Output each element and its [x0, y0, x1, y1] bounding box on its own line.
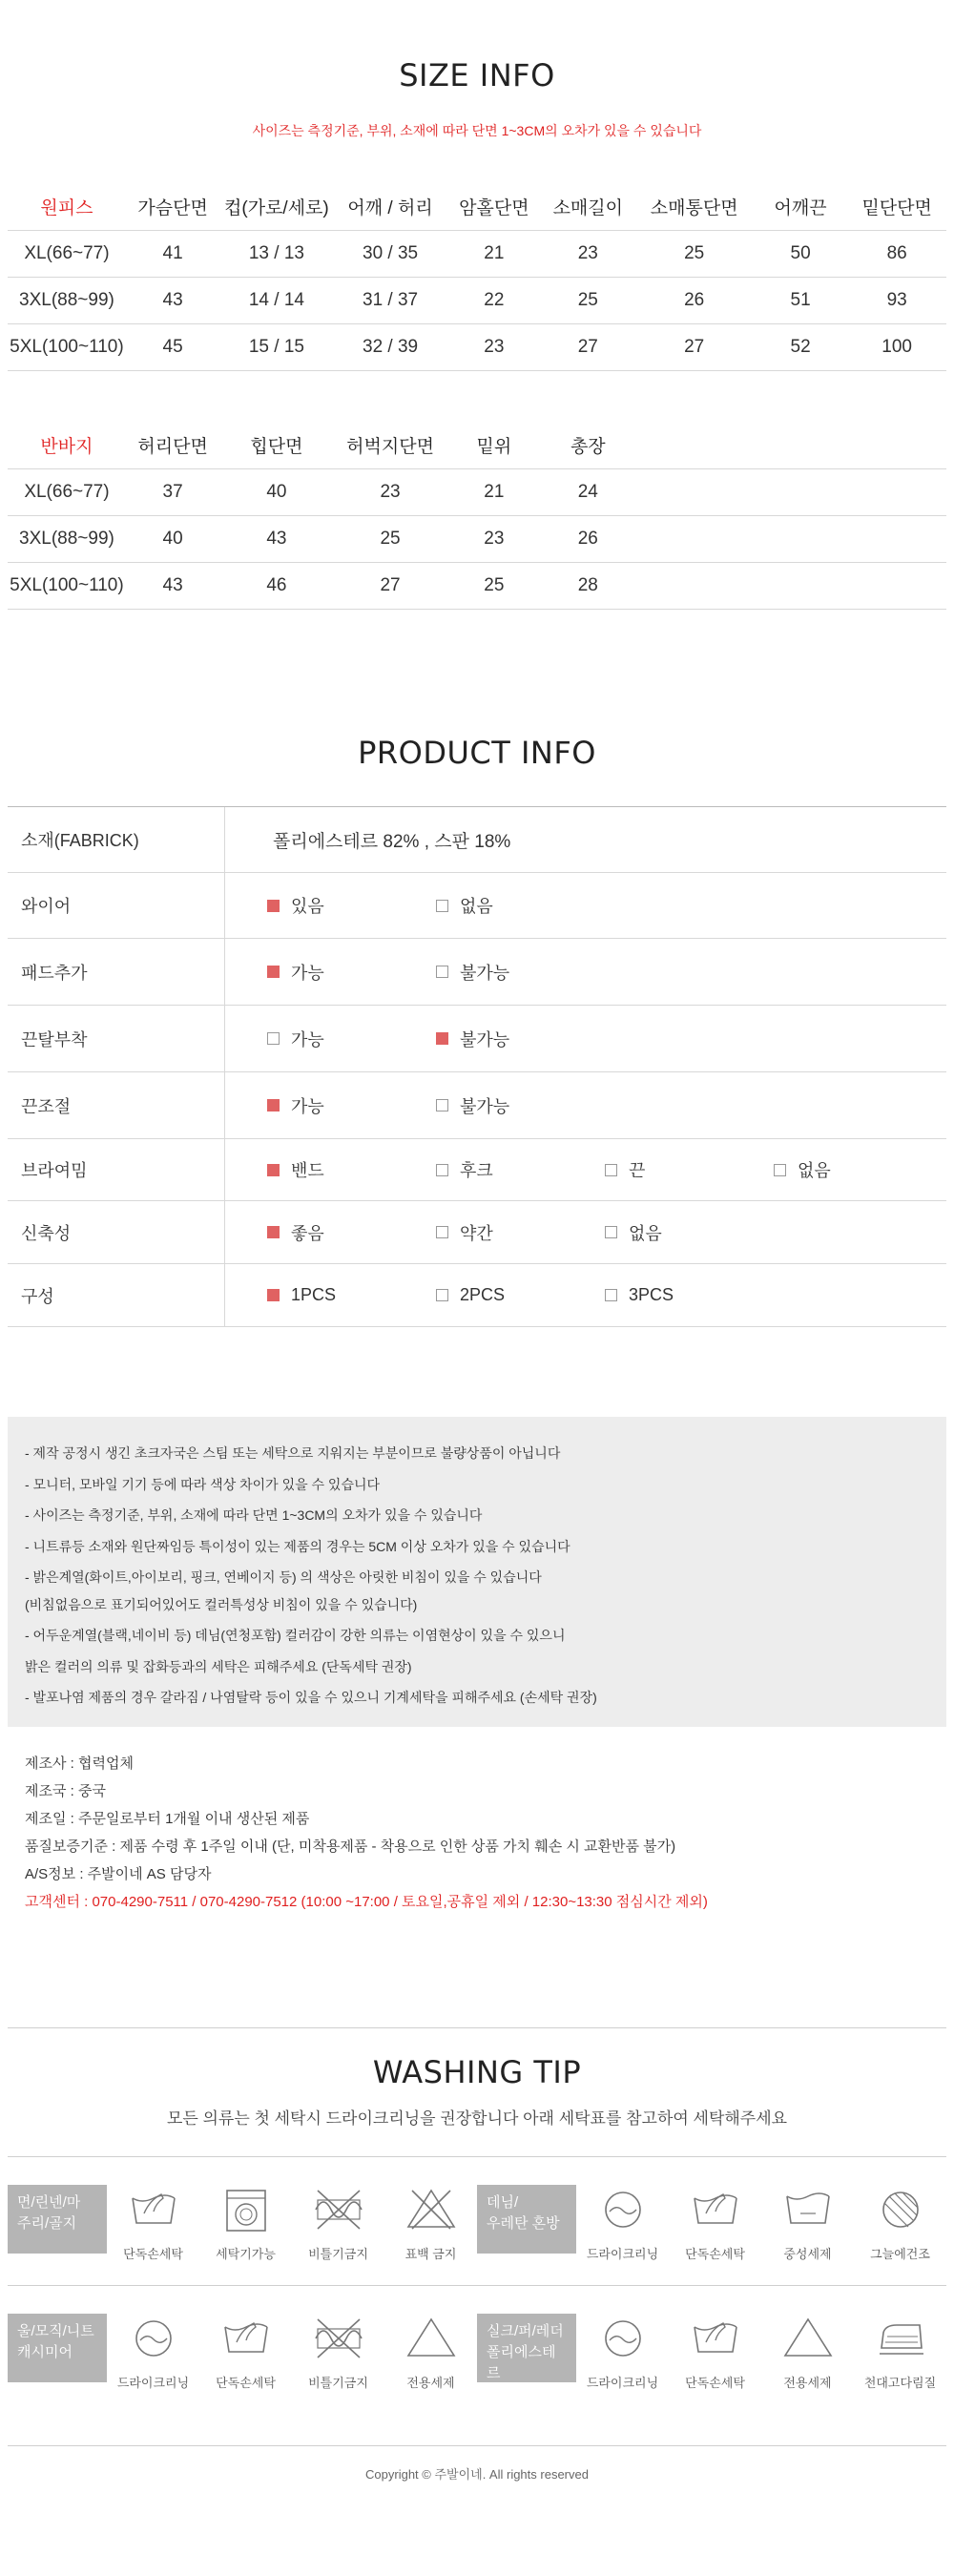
- option-label: 가능: [291, 1029, 324, 1049]
- notice-line: - 모니터, 모바일 기기 등에 따라 색상 차이가 있을 수 있습니다: [25, 1476, 381, 1492]
- size-label: 3XL(88~99): [8, 277, 126, 323]
- company-info-line: 제조사 : 협력업체: [25, 1755, 134, 1772]
- notice-line: - 제작 공정시 생긴 초크자국은 스팀 또는 세탁으로 지워지는 부분이므로 불량상품이 아닙니다: [25, 1445, 561, 1461]
- washing-tip-title: WASHING TIP: [372, 2054, 582, 2090]
- notice-line: 밝은 컬러의 의류 및 잡화등과의 세탁은 피해주세요 (단독세탁 권장): [25, 1658, 412, 1674]
- size-value: 52: [754, 323, 847, 370]
- size-value: 22: [447, 277, 541, 323]
- checked-box-icon: [267, 1164, 280, 1176]
- company-info-line: 품질보증기준 : 제품 수령 후 1주일 이내 (단, 미착용제품 - 착용으로 인한 상품 가치 훼손 시 교환반품 불가): [25, 1839, 676, 1855]
- washing-machine-icon: [218, 2185, 275, 2234]
- size-value: 25: [333, 515, 446, 562]
- option-item: [436, 1220, 605, 1245]
- size-value: 30 / 35: [333, 230, 446, 277]
- size-value: [635, 468, 754, 515]
- option-item: [436, 1093, 605, 1118]
- onepiece-category-header: 원피스: [8, 184, 126, 230]
- table-row: [8, 562, 946, 609]
- size-value: 40: [126, 515, 219, 562]
- size-value: 25: [541, 277, 634, 323]
- product-info-row: [8, 873, 946, 939]
- onepiece-column-header: 컵(가로/세로): [219, 184, 333, 230]
- unchecked-box-icon: [605, 1289, 617, 1301]
- washing-label: 중성세제: [783, 2247, 832, 2261]
- option-item: [436, 960, 605, 985]
- unchecked-box-icon: [436, 1164, 448, 1176]
- size-value: 28: [541, 562, 634, 609]
- size-value: 46: [219, 562, 333, 609]
- size-value: 24: [541, 468, 634, 515]
- company-info-line: 제조국 : 중국: [25, 1783, 106, 1799]
- washing-item: [292, 2314, 384, 2391]
- size-value: 32 / 39: [333, 323, 446, 370]
- dryclean-icon: [125, 2314, 182, 2363]
- company-info: [25, 1750, 708, 1916]
- option-item: [267, 1285, 436, 1305]
- option-label: 1PCS: [291, 1285, 337, 1304]
- washing-label: 드라이크리닝: [586, 2376, 659, 2390]
- onepiece-size-table: [8, 184, 946, 371]
- fabric-text: 폴리에스테르 82% , 스판 18%: [273, 831, 511, 852]
- washing-icon-group: [576, 2314, 946, 2391]
- product-info-label: 소재(FABRICK): [8, 807, 225, 872]
- product-info-row: [8, 1006, 946, 1072]
- unchecked-box-icon: [605, 1164, 617, 1176]
- size-value: 31 / 37: [333, 277, 446, 323]
- product-info-table: [8, 806, 946, 1327]
- size-value: [635, 515, 754, 562]
- option-item: [267, 1027, 436, 1051]
- dryclean-icon: [594, 2185, 652, 2234]
- washing-label: 단독손세탁: [216, 2376, 276, 2390]
- option-label: 밴드: [291, 1161, 324, 1180]
- size-value: 27: [541, 323, 634, 370]
- dryclean-icon: [594, 2314, 652, 2363]
- product-info-values: [225, 827, 946, 853]
- product-info-row: [8, 1201, 946, 1264]
- product-info-values: [225, 1157, 946, 1182]
- size-label: XL(66~77): [8, 230, 126, 277]
- size-label: 5XL(100~110): [8, 562, 126, 609]
- washing-label: 그늘에건조: [870, 2247, 930, 2261]
- option-item: [436, 1027, 605, 1051]
- shorts-category-header: 반바지: [8, 423, 126, 468]
- washing-item: [854, 2314, 946, 2391]
- size-value: 43: [219, 515, 333, 562]
- size-value: 27: [333, 562, 446, 609]
- size-value: 43: [126, 277, 219, 323]
- washing-label: 천대고다림질: [863, 2376, 937, 2390]
- size-info-title: SIZE INFO: [399, 57, 555, 93]
- washing-row: [8, 2314, 946, 2391]
- option-item: [267, 1093, 436, 1118]
- size-value: 41: [126, 230, 219, 277]
- size-value: [635, 562, 754, 609]
- shorts-column-header: 밑위: [447, 423, 541, 468]
- washing-icon-group: [107, 2185, 477, 2262]
- option-label: 없음: [460, 897, 493, 916]
- option-label: 후크: [460, 1161, 493, 1180]
- onepiece-column-header: 가슴단면: [126, 184, 219, 230]
- checked-box-icon: [267, 1289, 280, 1301]
- size-value: 40: [219, 468, 333, 515]
- iron-cloth-icon: [872, 2314, 929, 2363]
- product-info-row: [8, 1139, 946, 1201]
- washing-label: 단독손세탁: [685, 2247, 745, 2261]
- table-row: [8, 515, 946, 562]
- size-value: [847, 562, 946, 609]
- size-value: 15 / 15: [219, 323, 333, 370]
- company-info-line: 제조일 : 주문일로부터 1개월 이내 생산된 제품: [25, 1811, 310, 1827]
- product-info-label: 패드추가: [8, 939, 225, 1005]
- option-label: 좋음: [291, 1223, 324, 1243]
- fabric-category-badge: 데님/ 우레탄 혼방: [477, 2185, 576, 2254]
- washing-item: [854, 2185, 946, 2262]
- shorts-column-header: 허리단면: [126, 423, 219, 468]
- washing-item: [576, 2185, 669, 2262]
- table-row: [8, 323, 946, 370]
- option-item: [605, 1157, 774, 1182]
- unchecked-box-icon: [436, 1289, 448, 1301]
- product-info-label: 끈조절: [8, 1072, 225, 1138]
- size-label: XL(66~77): [8, 468, 126, 515]
- washing-item: [669, 2185, 761, 2262]
- notice-box: [8, 1417, 946, 1727]
- fabric-category-badge: 울/모직/니트 캐시미어: [8, 2314, 107, 2382]
- option-label: 있음: [291, 897, 324, 916]
- size-note: 사이즈는 측정기준, 부위, 소재에 따라 단면 1~3CM의 오차가 있을 수 있습니다: [252, 123, 702, 138]
- washing-item: [384, 2314, 477, 2391]
- size-value: 26: [635, 277, 754, 323]
- unchecked-box-icon: [605, 1226, 617, 1238]
- product-info-row: [8, 807, 946, 873]
- washing-item: [761, 2314, 854, 2391]
- washing-item: [107, 2185, 199, 2262]
- size-value: 51: [754, 277, 847, 323]
- product-info-label: 끈탈부착: [8, 1006, 225, 1071]
- size-value: 37: [126, 468, 219, 515]
- shorts-column-header: [847, 423, 946, 468]
- washing-item: [199, 2314, 292, 2391]
- product-info-label: 구성: [8, 1264, 225, 1326]
- onepiece-column-header: 어깨 / 허리: [333, 184, 446, 230]
- notice-line: - 니트류등 소재와 원단짜임등 특이성이 있는 제품의 경우는 5CM 이상 오차가 있을 수 있습니다: [25, 1538, 570, 1554]
- special-detergent-icon: [403, 2314, 460, 2363]
- size-value: 26: [541, 515, 634, 562]
- washing-icon-group: [107, 2314, 477, 2391]
- special-detergent-icon: [779, 2314, 837, 2363]
- product-info-label: 와이어: [8, 873, 225, 938]
- neutral-detergent-icon: [779, 2185, 837, 2234]
- washing-label: 표백 금지: [404, 2247, 457, 2261]
- divider: [8, 2445, 946, 2446]
- notice-line: - 어두운계열(블랙,네이비 등) 데님(연청포함) 컬러감이 강한 의류는 이염현상이 있을 수 있으니: [25, 1628, 566, 1643]
- divider: [8, 2285, 946, 2286]
- option-label: 가능: [291, 1096, 324, 1116]
- size-value: 100: [847, 323, 946, 370]
- onepiece-column-header: 밑단단면: [847, 184, 946, 230]
- size-value: [754, 562, 847, 609]
- size-value: 23: [447, 515, 541, 562]
- unchecked-box-icon: [267, 1032, 280, 1045]
- notice-line: - 발포나염 제품의 경우 갈라짐 / 나염탈락 등이 있을 수 있으니 기계세탁을 피해주세요 (손세탁 권장): [25, 1690, 597, 1705]
- onepiece-column-header: 어깨끈: [754, 184, 847, 230]
- size-value: 23: [541, 230, 634, 277]
- washing-label: 비틀기금지: [308, 2376, 368, 2390]
- washing-label: 전용세제: [783, 2376, 832, 2390]
- washing-label: 세탁기가능: [216, 2247, 276, 2261]
- handwash-icon: [687, 2314, 744, 2363]
- no-bleach-icon: [403, 2185, 460, 2234]
- shade-dry-icon: [872, 2185, 929, 2234]
- no-wring-icon: [310, 2185, 367, 2234]
- size-value: 25: [635, 230, 754, 277]
- size-label: 5XL(100~110): [8, 323, 126, 370]
- handwash-icon: [125, 2185, 182, 2234]
- option-label: 3PCS: [629, 1285, 674, 1304]
- option-label: 가능: [291, 963, 324, 983]
- option-item: [605, 1220, 774, 1245]
- product-info-row: [8, 1264, 946, 1327]
- option-label: 불가능: [460, 963, 510, 983]
- copyright: Copyright © 주발이네. All rights reserved: [365, 2467, 589, 2482]
- shorts-column-header: [635, 423, 754, 468]
- product-info-values: [225, 960, 946, 985]
- size-value: [754, 515, 847, 562]
- shorts-column-header: [754, 423, 847, 468]
- option-label: 불가능: [460, 1096, 510, 1116]
- product-info-row: [8, 1072, 946, 1139]
- product-info-values: [225, 1220, 946, 1245]
- option-item: [605, 1285, 774, 1305]
- product-info-values: [225, 893, 946, 918]
- fabric-category-badge: 면/린넨/마 주리/골지: [8, 2185, 107, 2254]
- washing-label: 단독손세탁: [685, 2376, 745, 2390]
- notice-line: (비침없음으로 표기되어있어도 컬러특성상 비침이 있을 수 있습니다): [25, 1596, 418, 1612]
- size-value: 93: [847, 277, 946, 323]
- option-item: [436, 893, 605, 918]
- product-info-label: 신축성: [8, 1201, 225, 1263]
- size-value: 27: [635, 323, 754, 370]
- size-value: 13 / 13: [219, 230, 333, 277]
- product-info-values: [225, 1093, 946, 1118]
- unchecked-box-icon: [436, 1099, 448, 1111]
- company-info-line: A/S정보 : 주발이네 AS 담당자: [25, 1866, 212, 1882]
- onepiece-column-header: 소매길이: [541, 184, 634, 230]
- shorts-column-header: 총장: [541, 423, 634, 468]
- washing-item: [199, 2185, 292, 2262]
- unchecked-box-icon: [436, 1226, 448, 1238]
- washing-item: [761, 2185, 854, 2262]
- option-label: 2PCS: [460, 1285, 506, 1304]
- fabric-category-badge: 실크/퍼/레더 폴리에스테르: [477, 2314, 576, 2382]
- checked-box-icon: [267, 1226, 280, 1238]
- unchecked-box-icon: [436, 966, 448, 978]
- shorts-column-header: 힙단면: [219, 423, 333, 468]
- product-info-values: [225, 1027, 946, 1051]
- washing-icon-group: [576, 2185, 946, 2262]
- divider: [8, 2027, 946, 2028]
- option-item: [267, 893, 436, 918]
- washing-item: [292, 2185, 384, 2262]
- option-item: [436, 1285, 605, 1305]
- no-wring-icon: [310, 2314, 367, 2363]
- divider: [8, 2156, 946, 2157]
- size-value: 45: [126, 323, 219, 370]
- washing-subtitle: 모든 의류는 첫 세탁시 드라이크리닝을 권장합니다 아래 세탁표를 참고하여 세탁해주세요: [166, 2109, 788, 2128]
- size-label: 3XL(88~99): [8, 515, 126, 562]
- size-value: [847, 515, 946, 562]
- washing-label: 단독손세탁: [123, 2247, 183, 2261]
- option-label: 끈: [629, 1161, 646, 1180]
- checked-box-icon: [436, 1032, 448, 1045]
- option-label: 불가능: [460, 1029, 510, 1049]
- notice-line: - 사이즈는 측정기준, 부위, 소재에 따라 단면 1~3CM의 오차가 있을 수 있습니다: [25, 1507, 483, 1523]
- product-info-values: [225, 1285, 946, 1305]
- checked-box-icon: [267, 900, 280, 912]
- option-label: 약간: [460, 1223, 493, 1243]
- customer-center: 고객센터 : 070-4290-7511 / 070-4290-7512 (10:00 ~17:00 / 토요일,공휴일 제외 / 12:30~13:30 점심시간 제외): [25, 1894, 708, 1910]
- option-label: 없음: [798, 1161, 831, 1180]
- size-value: 23: [333, 468, 446, 515]
- size-value: 14 / 14: [219, 277, 333, 323]
- washing-item: [384, 2185, 477, 2262]
- product-info-row: [8, 939, 946, 1006]
- table-row: [8, 468, 946, 515]
- option-item: [267, 1220, 436, 1245]
- checked-box-icon: [267, 966, 280, 978]
- size-value: 21: [447, 468, 541, 515]
- handwash-icon: [218, 2314, 275, 2363]
- onepiece-column-header: 소매통단면: [635, 184, 754, 230]
- notice-line: - 밝은계열(화이트,아이보리, 핑크, 연베이지 등) 의 색상은 아릿한 비침이 있을 수 있습니다: [25, 1569, 542, 1585]
- size-value: 43: [126, 562, 219, 609]
- washing-item: [669, 2314, 761, 2391]
- size-value: 25: [447, 562, 541, 609]
- shorts-size-table: [8, 423, 946, 610]
- table-row: [8, 277, 946, 323]
- checked-box-icon: [267, 1099, 280, 1111]
- size-value: 21: [447, 230, 541, 277]
- washing-label: 드라이크리닝: [586, 2247, 659, 2261]
- onepiece-column-header: 암홀단면: [447, 184, 541, 230]
- washing-row: [8, 2185, 946, 2262]
- option-item: [267, 960, 436, 985]
- shorts-column-header: 허벅지단면: [333, 423, 446, 468]
- table-row: [8, 230, 946, 277]
- option-item: [774, 1157, 943, 1182]
- product-info-label: 브라여밈: [8, 1139, 225, 1200]
- size-value: 86: [847, 230, 946, 277]
- washing-label: 비틀기금지: [308, 2247, 368, 2261]
- washing-label: 전용세제: [406, 2376, 455, 2390]
- unchecked-box-icon: [774, 1164, 786, 1176]
- size-value: [847, 468, 946, 515]
- option-label: 없음: [629, 1223, 662, 1243]
- option-item: [267, 1157, 436, 1182]
- handwash-icon: [687, 2185, 744, 2234]
- washing-label: 드라이크리닝: [116, 2376, 190, 2390]
- size-value: 23: [447, 323, 541, 370]
- washing-item: [107, 2314, 199, 2391]
- size-value: 50: [754, 230, 847, 277]
- washing-item: [576, 2314, 669, 2391]
- option-item: [436, 1157, 605, 1182]
- unchecked-box-icon: [436, 900, 448, 912]
- product-info-title: PRODUCT INFO: [358, 735, 596, 771]
- size-value: [754, 468, 847, 515]
